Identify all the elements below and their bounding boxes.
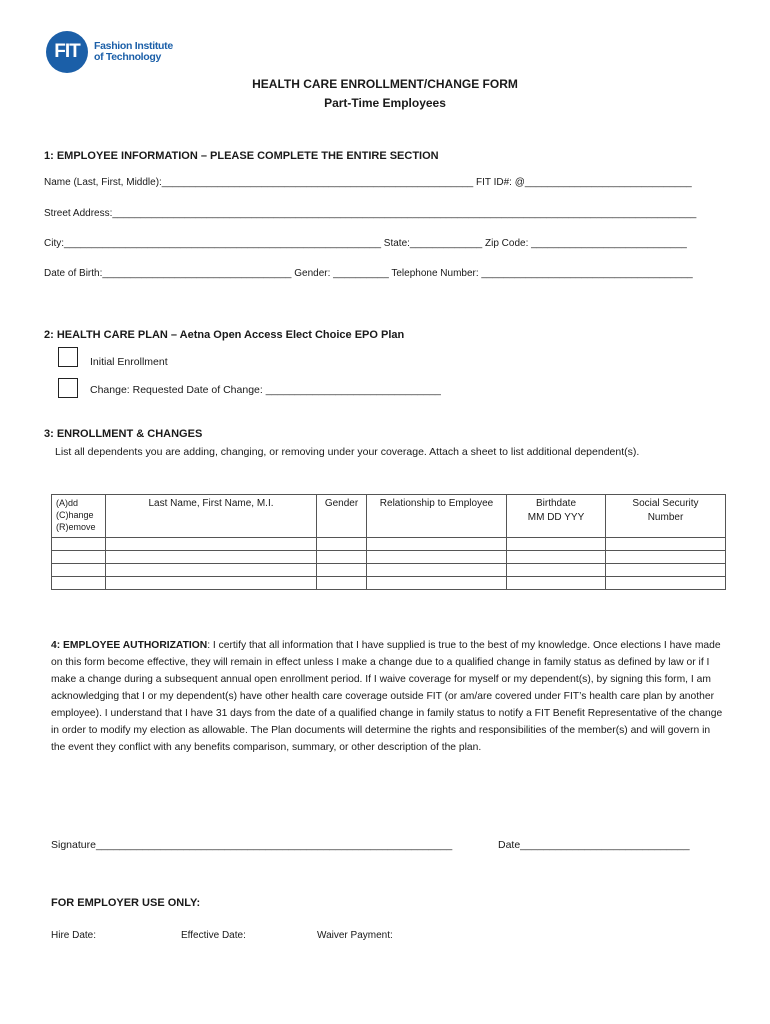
logo-line1: Fashion Institute (94, 40, 173, 52)
relationship-column-header: Relationship to Employee (367, 495, 507, 538)
effective-date-label: Effective Date: (181, 930, 246, 941)
dependents-table (51, 494, 726, 590)
form-subtitle: Part-Time Employees (324, 96, 446, 110)
section1-heading: 1: EMPLOYEE INFORMATION – PLEASE COMPLETE THE ENTIRE SECTION (44, 150, 439, 162)
table-row[interactable] (52, 577, 726, 590)
hire-date-label: Hire Date: (51, 930, 97, 941)
birthdate-column-header: Birthdate MM DD YYY (507, 495, 606, 538)
dob-gender-phone-field[interactable]: Date of Birth:__________________________________ Gender: __________ Telephone Number: ______________________________________ (44, 268, 693, 279)
change-date-field[interactable]: Change: Requested Date of Change: ______________________________ (90, 384, 441, 396)
section4-heading: 4: EMPLOYEE AUTHORIZATION (51, 640, 208, 651)
section3-heading: 3: ENROLLMENT & CHANGES (44, 428, 203, 440)
name-column-header: Last Name, First Name, M.I. (106, 495, 317, 538)
section3-instruction: List all dependents you are adding, changing, or removing under your coverage. Attach a sheet to list additional dependent(s). (55, 446, 640, 458)
fit-logo-text (94, 41, 173, 63)
fit-logo-mark: FIT (46, 31, 88, 73)
gender-column-header: Gender (317, 495, 367, 538)
authorization-paragraph (51, 637, 723, 756)
table-row[interactable] (52, 564, 726, 577)
change-checkbox[interactable] (58, 378, 78, 398)
form-title: HEALTH CARE ENROLLMENT/CHANGE FORM (252, 77, 518, 91)
waiver-payment-label: Waiver Payment: (317, 930, 393, 941)
ssn-column-header: Social Security Number (606, 495, 726, 538)
table-row[interactable] (52, 538, 726, 551)
section2-heading: 2: HEALTH CARE PLAN – Aetna Open Access Elect Choice EPO Plan (44, 329, 405, 341)
street-address-field[interactable]: Street Address:_________________________________________________________________________________________________________ (44, 208, 697, 219)
logo-line2: of Technology (94, 51, 162, 63)
initial-enrollment-checkbox[interactable] (58, 347, 78, 367)
table-row[interactable] (52, 551, 726, 564)
name-fitid-field[interactable]: Name (Last, First, Middle):________________________________________________________ FIT ID#: @______________________________ (44, 177, 692, 188)
city-state-zip-field[interactable]: City:_________________________________________________________ State:_____________ Zip Code: ____________________________ (44, 238, 687, 249)
initial-enrollment-label: Initial Enrollment (90, 356, 168, 368)
authorization-text: : I certify that all information that I have supplied is true to the best of my knowledge. Once elections I have made on this form become effective, they will remain in effect unless I make a change due to a qualified change in family status as defined by law or if I make a change during a subsequent annual open enrollment period. If I waive coverage for myself or my dependent(s), by signing this form, I am acknowledging that I or my dependent(s) have other health care coverage outside FIT (or am/are covered under FIT’s health care plan by another employee). I understand that I have 31 days from the date of a qualified change in family status to notify a FIT Benefit Representative of the change in order to modify my election as allowable. The Plan documents will determine the rights and responsibilities of the member(s) and will govern in the event they conflict with any benefits comparison, summary, or other description of the plan. (51, 640, 723, 753)
action-column-header: (A)dd (C)hange (R)emove (52, 495, 106, 538)
date-field[interactable]: Date_____________________________ (498, 839, 690, 851)
signature-field[interactable]: Signature_____________________________________________________________ (51, 839, 453, 851)
employer-use-heading: FOR EMPLOYER USE ONLY: (51, 897, 201, 909)
